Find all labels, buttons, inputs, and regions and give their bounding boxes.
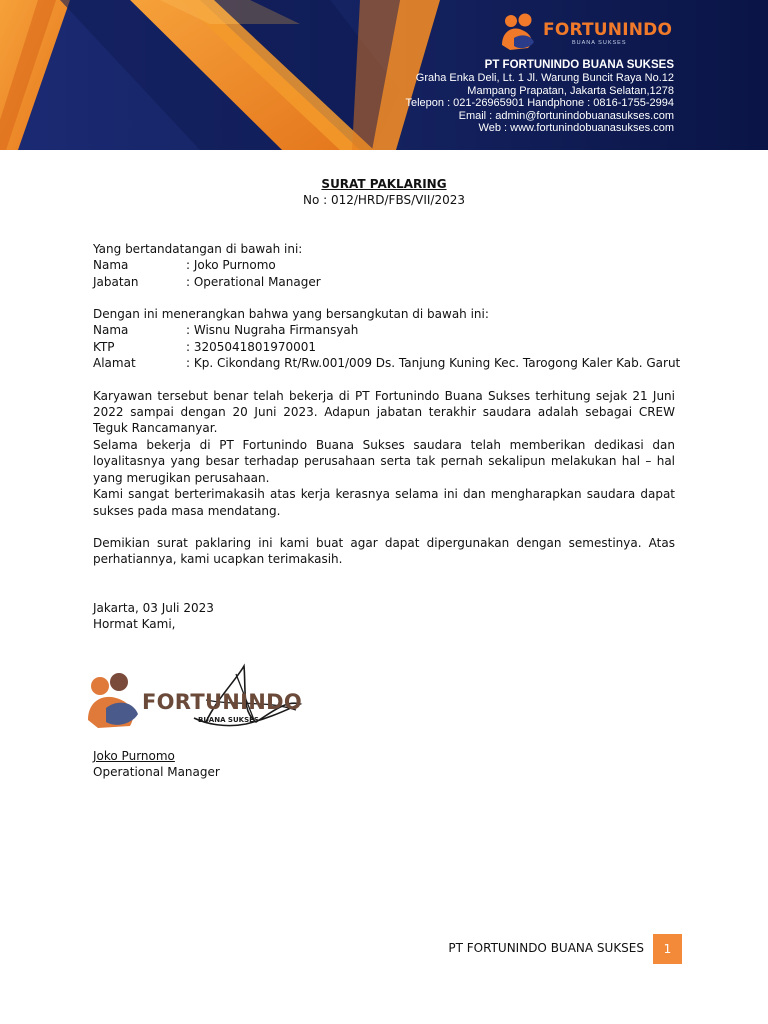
company-phone: Telepon : 021-26965901 Handphone : 0816-1755-2994 xyxy=(405,97,674,110)
company-contact-block xyxy=(405,58,674,135)
letterhead-banner xyxy=(0,0,768,150)
stamp-wordmark: FORTUNINDO xyxy=(142,690,303,714)
logo-people-icon xyxy=(500,12,540,52)
company-email[interactable]: Email : admin@fortunindobuanasukses.com xyxy=(458,109,674,122)
letter-heading xyxy=(93,176,675,209)
footer-company: PT FORTUNINDO BUANA SUKSES xyxy=(448,941,644,955)
field-value: : Kp. Cikondang Rt/Rw.001/009 Ds. Tanjung Kuning Kec. Tarogong Kaler Kab. Garut xyxy=(186,356,681,371)
place-date: Jakarta, 03 Juli 2023 xyxy=(93,600,214,615)
statement-line: Dengan ini menerangkan bahwa yang bersangkutan di bawah ini: xyxy=(93,307,489,322)
signer-position-row xyxy=(93,274,675,290)
signer-name: Joko Purnomo xyxy=(93,749,175,763)
page-number: 1 xyxy=(653,934,682,964)
field-label: KTP xyxy=(93,339,115,354)
letter-number: No : 012/HRD/FBS/VII/2023 xyxy=(302,193,466,208)
letter-body xyxy=(93,176,681,633)
field-value: : 3205041801970001 xyxy=(186,339,317,354)
stamp-subtitle: BUANA SUKSES xyxy=(198,716,259,724)
page-footer xyxy=(440,934,682,964)
field-label: Nama xyxy=(93,258,129,273)
paragraph-closing: Demikian surat paklaring ini kami buat agar dapat dipergunakan dengan semestinya. Atas perhatiannya, kami ucapkan terimakasih. xyxy=(93,535,675,567)
signer-name-row xyxy=(93,257,675,273)
paragraph-dedication: Selama bekerja di PT Fortunindo Buana Sukses saudara telah memberikan dedikasi dan loyalitasnya yang besar terhadap perusahaan serta tak pernah sekalipun melakukan hal – hal yang merugikan perusahaan. xyxy=(93,437,675,485)
signer-block xyxy=(93,748,220,781)
company-name: PT FORTUNINDO BUANA SUKSES xyxy=(484,59,674,71)
company-logo xyxy=(500,12,673,48)
closing-salutation: Hormat Kami, xyxy=(93,617,176,632)
intro-line: Yang bertandatangan di bawah ini: xyxy=(93,241,303,256)
signer-position: Operational Manager xyxy=(93,765,220,780)
field-label: Nama xyxy=(93,323,129,338)
field-label: Alamat xyxy=(93,356,136,371)
employee-name-row xyxy=(93,322,675,338)
company-address-line-2: Mampang Prapatan, Jakarta Selatan,1278 xyxy=(467,84,674,97)
company-address-line-1: Graha Enka Deli, Lt. 1 Jl. Warung Buncit Raya No.12 xyxy=(415,72,674,84)
logo-wordmark: FORTUNINDO xyxy=(543,20,673,40)
field-label: Jabatan xyxy=(93,274,139,289)
paragraph-employment: Karyawan tersebut benar telah bekerja di PT Fortunindo Buana Sukses terhitung sejak 21 Juni 2022 sampai dengan 20 Juni 2023. Adapun jabatan terakhir saudara adalah sebagai CREW Teguk Rancamanyar. xyxy=(93,388,675,436)
logo-subtitle: BUANA SUKSES xyxy=(572,40,627,46)
field-value: : Joko Purnomo xyxy=(186,258,276,273)
company-website[interactable]: Web : www.fortunindobuanasukses.com xyxy=(478,122,674,135)
field-value: : Wisnu Nugraha Firmansyah xyxy=(186,323,359,338)
letter-title: SURAT PAKLARING xyxy=(321,177,447,191)
paragraph-gratitude: Kami sangat berterimakasih atas kerja kerasnya selama ini dan mengharapkan saudara dapat sukses pada masa mendatang. xyxy=(93,487,675,518)
employee-ktp-row xyxy=(93,339,675,355)
field-value: : Operational Manager xyxy=(186,274,321,289)
signature-stamp xyxy=(86,660,316,740)
employee-address-row xyxy=(93,355,681,371)
